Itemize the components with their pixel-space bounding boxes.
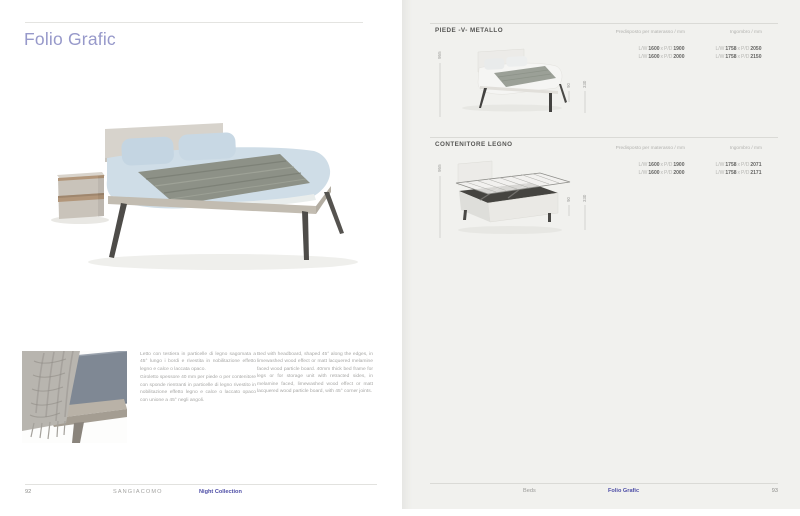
lw-value: 1758 [725,169,737,176]
page-title: Folio Grafic [24,29,116,49]
lw-label: L/W [638,162,648,168]
height-dim-label: 955 [437,51,442,59]
description-italian [140,351,256,404]
x-label: x [737,53,741,60]
top-rule [25,22,363,23]
pd-value: 2000 [673,169,685,176]
lw-value: 1758 [725,53,737,60]
pd-label: P/D [741,162,750,168]
lw-label: L/W [715,162,725,168]
overall-size-row [612,46,762,54]
nightstand-image [57,172,105,219]
collection-name: Night Collection [199,489,242,495]
mattress-size-header: Predisposto per materasso / mm [615,30,685,35]
x-label: x [737,46,741,52]
pd-value: 2050 [750,46,762,52]
description-italian-p2: Giroletto spessore 40 mm per piede o per contenitore con sponde rientranti in particelle di legno rivestito in nobilitazione effetto legno e calce o laccato opaco con unione a 45° negli angoli. [140,375,256,403]
section-rule [430,137,778,138]
mattress-size-header: Predisposto per materasso / mm [615,146,685,151]
clearance-dim-label: 330 [582,80,587,88]
overall-size-header: Ingombro / mm [729,146,762,151]
section-heading-contenitore-legno: CONTENITORE LEGNO [435,141,513,148]
description-italian-p1: Letto con testiera in particelle di legno sagomata a 45° lungo i bordi e rivestita in nobilitazione effetto legno e calce o laccata opaco. [140,352,256,372]
section-rule [430,23,778,24]
page-number-left: 92 [25,489,32,495]
pd-label: P/D [741,53,750,60]
lw-label: L/W [638,46,648,52]
footer-category: Beds [523,488,536,494]
lw-label: L/W [715,53,725,60]
overall-size-column [612,146,762,177]
footer-rule [430,483,778,484]
page-gutter-shadow [402,0,412,509]
pd-value: 2171 [750,169,762,176]
x-label: x [660,53,664,60]
lw-label: L/W [638,53,648,60]
x-label: x [737,169,741,176]
lw-label: L/W [715,46,725,52]
lw-value: 1600 [648,162,660,168]
pd-value: 1900 [673,162,685,168]
pd-value: 1900 [673,46,685,52]
right-page [402,0,800,509]
pd-label: P/D [664,169,673,176]
detail-photo [22,351,127,443]
bed-image [105,123,344,260]
brand-name: SANGIACOMO [113,489,163,495]
overall-size-row [612,54,762,62]
pd-label: P/D [664,46,673,52]
overall-size-column [612,30,762,61]
overall-size-header: Ingombro / mm [729,30,762,35]
pd-label: P/D [664,162,673,168]
pd-value: 2000 [673,53,685,60]
x-label: x [660,169,664,176]
lw-value: 1758 [725,162,737,168]
section-heading-piede-metallo: PIEDE -V- METALLO [435,27,504,34]
pd-label: P/D [741,46,750,52]
description-english [257,351,373,396]
lw-label: L/W [715,169,725,176]
lw-label: L/W [638,169,648,176]
clearance-dim-label: 330 [582,194,587,202]
description-english-p1: Bed with headboard, shaped 45° along the edges, in limewashed wood effect or matt lacquered melamine faced wood particle board. 40mm thick bed frame for legs or for storage unit with retracted sides, in melamine faced, limewashed wood effect or matt lacquered wood particle board, with 45° corner joints. [257,352,373,395]
footer-rule [25,484,377,485]
bed-photo [18,92,383,292]
x-label: x [660,162,664,168]
overall-size-row [612,170,762,178]
pd-value: 2071 [750,162,762,168]
lw-value: 1600 [648,169,660,176]
page-number-right: 93 [771,488,778,494]
frame-dim-label: 90 [566,197,571,202]
pd-label: P/D [741,169,750,176]
overall-size-row [612,162,762,170]
x-label: x [660,46,664,52]
pd-label: P/D [664,53,673,60]
pd-value: 2150 [750,53,762,60]
lw-value: 1758 [725,46,737,52]
height-dim-label: 955 [437,164,442,172]
footer-product-name: Folio Grafic [608,488,640,494]
lw-value: 1600 [648,53,660,60]
x-label: x [737,162,741,168]
lw-value: 1600 [648,46,660,52]
frame-dim-label: 90 [566,83,571,88]
